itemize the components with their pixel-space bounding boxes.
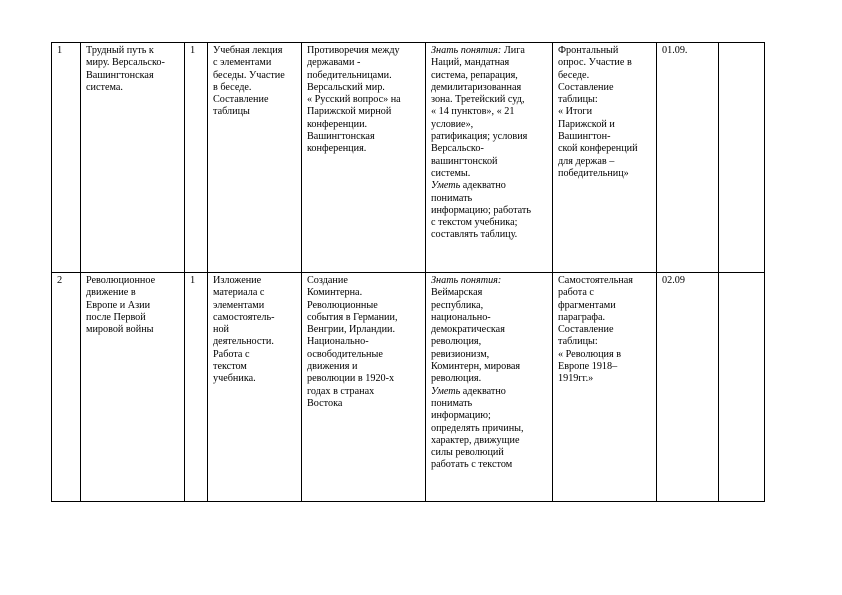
date-cell: 02.09 — [657, 273, 719, 502]
lesson-type-cell: Учебная лекция с элементами беседы. Участие в беседе. Составление таблицы — [208, 43, 302, 273]
content-cell: Создание Коминтерна. Революционные события в Германии, Венгрии, Ирландии. Национально- освободительные движения и революции в 1920-х годах в странах Востока — [302, 273, 426, 502]
hours-cell: 1 — [185, 273, 208, 502]
lesson-type-cell: Изложение материала с элементами самостоятель- ной деятельности. Работа с текстом учебника. — [208, 273, 302, 502]
know-label: Знать понятия: — [431, 275, 502, 286]
table-row — [52, 43, 765, 273]
can-label: Уметь — [431, 180, 461, 192]
requirements-cell: Знать понятия: Лига Наций, мандатная система, репарация, демилитаризованная зона. Третейский суд, « 14 пунктов», « 21 условие», ратификация; условия Версальско- вашингтонской системы. Уметь адекватно понимать информацию; работать с текстом учебника; составлять таблицу. — [426, 43, 553, 273]
table-row — [52, 273, 765, 502]
lesson-plan-table — [51, 42, 765, 502]
know-label: Знать понятия: — [431, 45, 502, 56]
content-cell: Противоречия между державами - победительницами. Версальский мир. « Русский вопрос» на Парижской мирной конференции. Вашингтонская конференция. — [302, 43, 426, 273]
lesson-topic-cell: Трудный путь к миру. Версальско- Вашингтонская система. — [81, 43, 185, 273]
extra-cell — [719, 273, 765, 502]
hours-cell: 1 — [185, 43, 208, 273]
lesson-number-cell: 1 — [52, 43, 81, 273]
requirements-cell: Знать понятия: Веймарская республика, национально- демократическая революция, ревизионизм, Коминтерн, мировая революция. Уметь адекватно понимать информацию; определять причины, характер, движущие силы революций работать с текстом — [426, 273, 553, 502]
control-cell: Фронтальный опрос. Участие в беседе. Составление таблицы: « Итоги Парижской и Вашингтон- ской конференций для держав – победительниц» — [553, 43, 657, 273]
lesson-topic-cell: Революционное движение в Европе и Азии после Первой мировой войны — [81, 273, 185, 502]
date-cell: 01.09. — [657, 43, 719, 273]
extra-cell — [719, 43, 765, 273]
lesson-number-cell: 2 — [52, 273, 81, 502]
can-label: Уметь — [431, 385, 461, 397]
control-cell: Самостоятельная работа с фрагментами параграфа. Составление таблицы: « Революция в Европе 1918– 1919гг.» — [553, 273, 657, 502]
